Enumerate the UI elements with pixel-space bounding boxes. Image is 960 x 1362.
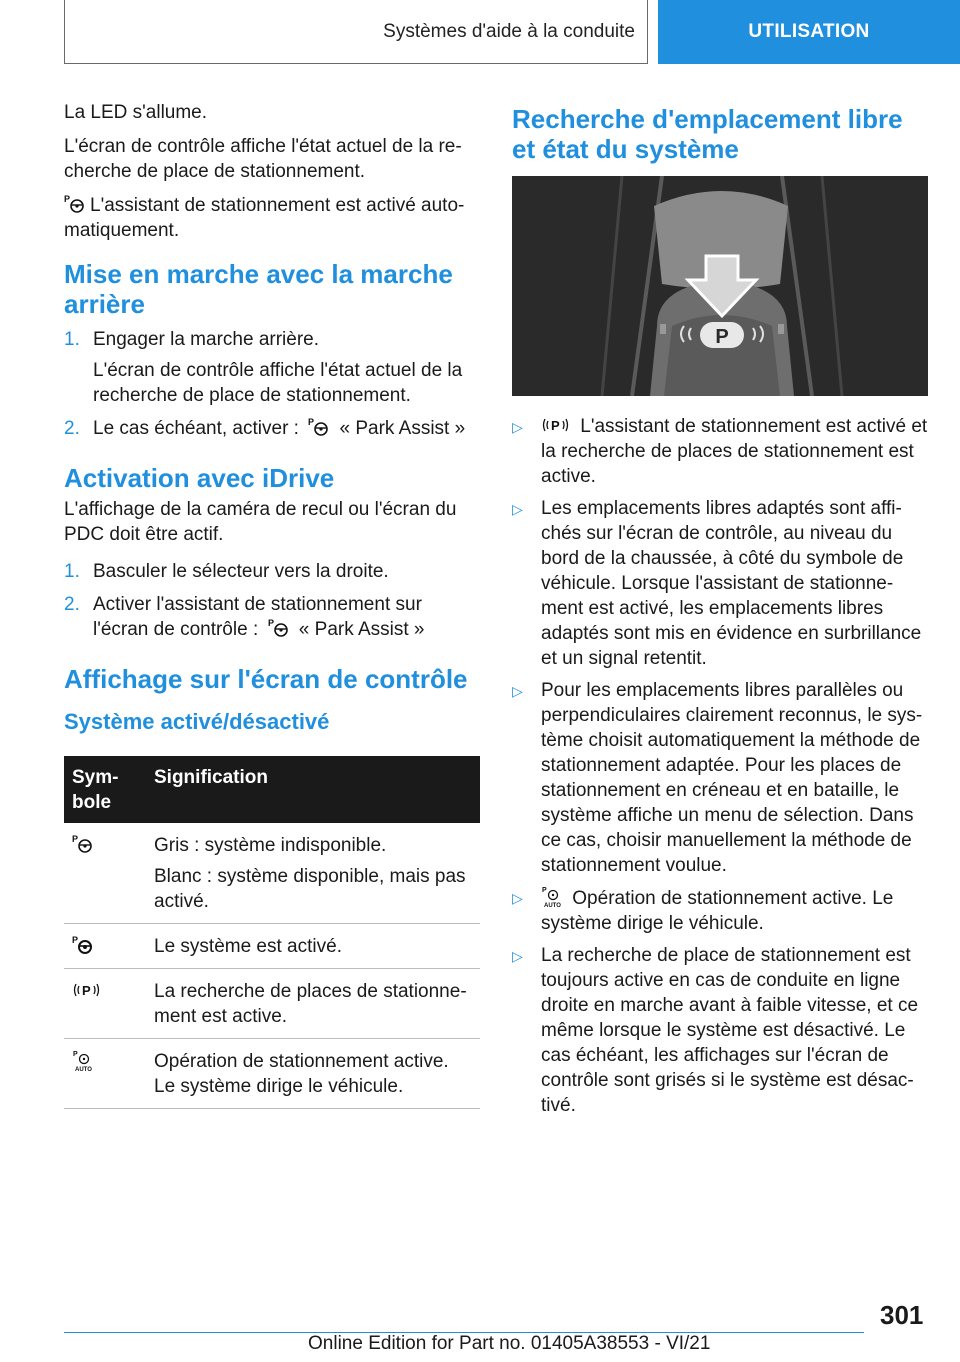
list-item: ▷ P L'assistant de stationnement est activé et la recherche de places de stationnement est active. (512, 416, 928, 487)
park-assist-active-icon (72, 935, 94, 955)
list-item: 2. Activer l'assistant de stationnement sur l'écran de contrôle : P « Park Assist » (64, 594, 425, 640)
table-header-symbol: Sym-bole (64, 756, 146, 823)
heading-system-status: Système activé/désactivé (64, 709, 330, 734)
parking-search-icon (72, 980, 102, 1000)
heading-reverse-gear: Mise en marche avec la marche arrière (64, 259, 453, 319)
svg-text:P: P (267, 618, 274, 628)
table-row: P La recherche de places de stationne-ment est active. (64, 969, 480, 1039)
park-assist-icon (268, 618, 290, 638)
parking-space-illustration (512, 176, 928, 396)
right-column (512, 100, 928, 1125)
table-row: P Gris : système indisponible. Blanc : système disponible, mais pas activé. (64, 823, 480, 924)
park-assist-icon (64, 194, 86, 214)
left-column (64, 100, 480, 1109)
paragraph-status: L'écran de contrôle affiche l'état actuel de la re-cherche de place de stationnement. (64, 136, 462, 182)
table-row: P Le système est activé. (64, 924, 480, 969)
park-assist-icon (72, 834, 94, 854)
list-item: ▷ P AUTO Opération de stationnement active. Le système dirige le véhicule. (512, 887, 894, 934)
svg-text:P: P (308, 417, 315, 427)
paragraph-idrive-intro: L'affichage de la caméra de recul ou l'écran du PDC doit être actif. (64, 499, 457, 545)
header-section-title (64, 0, 648, 64)
list-item: ▷ Les emplacements libres adaptés sont affi-chés sur l'écran de contrôle, au niveau du bord de la chaussée, à côté du symbole de véhicule. Lorsque l'assistant de stationne-ment est activé, les emplacements libres adaptés sont mis en évidence en surbrillance et un signal retentit. (512, 498, 922, 669)
svg-text:AUTO: AUTO (75, 1067, 92, 1073)
list-item: 2. Le cas échéant, activer : P « Park Assist » (64, 417, 466, 439)
section-title: Systèmes d'aide à la conduite (383, 20, 635, 42)
list-item: ▷ La recherche de place de stationnement est toujours active en cas de conduite en ligne droite en marche avant à faible vitesse, et ce même lorsque le système est désactivé. Le cas échéant, les affichages sur l'écran de contrôle sont grisés si le système est désac-tivé. (512, 945, 919, 1116)
svg-text:P: P (542, 887, 547, 894)
symbol-table (64, 756, 480, 1109)
svg-text:P: P (64, 194, 71, 204)
parking-search-icon (541, 415, 571, 435)
svg-text:AUTO: AUTO (544, 903, 561, 909)
paragraph-led: La LED s'allume. (64, 102, 208, 123)
table-row: P AUTO Opération de stationnement active. Le système dirige le véhicule. (64, 1039, 480, 1109)
status-bullet-list (512, 414, 928, 1118)
svg-text:P: P (72, 935, 79, 945)
footer-edition: Online Edition for Part no. 01405A38553 - VI/21 (308, 1333, 711, 1354)
park-assist-auto-icon (72, 1049, 94, 1073)
svg-text:P: P (72, 834, 79, 844)
list-item: 1. Engager la marche arrière. L'écran de contrôle affiche l'état actuel de la recherche de place de stationnement. (64, 329, 463, 406)
list-item: ▷ Pour les emplacements libres parallèles ou perpendiculaires clairement reconnus, le sys-tème choisit automatiquement la méthode de stationnement adaptée. Pour les places de stationnement en créneau et en bataille, le système affiche un menu de sélection. Dans ce cas, choisir manuellement la méthode de stationnement voulue. (512, 680, 923, 876)
table-header-meaning: Signification (146, 756, 480, 823)
list-item: 1. Basculer le sélecteur vers la droite. (64, 561, 389, 582)
heading-display: Affichage sur l'écran de contrôle (64, 664, 468, 694)
chapter-title: UTILISATION (748, 21, 870, 42)
heading-idrive: Activation avec iDrive (64, 463, 335, 493)
header-chapter-tab (658, 0, 960, 64)
heading-parking-search: Recherche d'emplacement libre et état du système (512, 104, 903, 164)
park-assist-icon (308, 417, 330, 437)
page-number: 301 (880, 1300, 924, 1330)
paragraph-auto-activate: P L'assistant de stationnement est activé auto-matiquement. (64, 194, 465, 241)
svg-text:P: P (82, 983, 91, 998)
svg-text:P: P (551, 418, 560, 433)
park-assist-auto-icon (541, 885, 563, 909)
svg-text:P: P (73, 1051, 78, 1058)
illustration-parking-label: P (715, 326, 729, 348)
